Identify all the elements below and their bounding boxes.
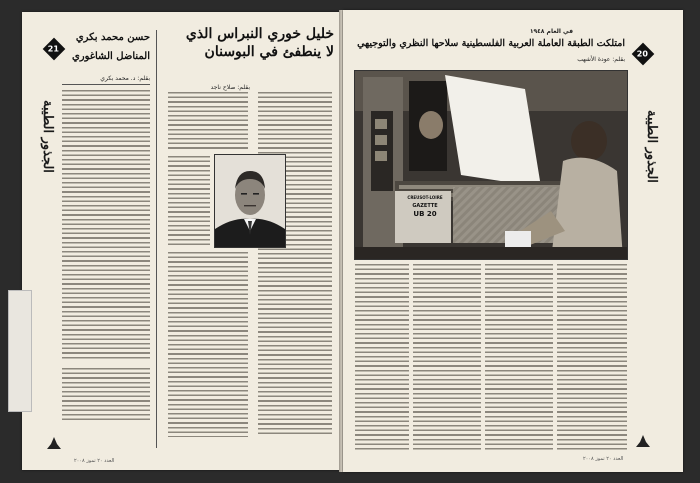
section-title-vertical: الجذور الطيبة: [644, 110, 659, 183]
left-page: [22, 12, 340, 470]
emblem-icon: [46, 436, 62, 450]
right-page: [343, 10, 683, 472]
emblem-icon: [635, 434, 651, 448]
portrait-illustration: [215, 155, 285, 247]
profile-byline: بقلم: د. محمد بكري: [100, 75, 150, 82]
article-column-2: [413, 264, 481, 452]
article-column-4: [557, 264, 627, 452]
article-column-2-bottom: [168, 252, 248, 437]
page-footer: العدد ٢٠ تموز ٢٠٠٨: [583, 456, 624, 462]
machine-label: CREUSOT-LOIRE GAZETTE UB 20: [407, 195, 443, 218]
divider: [62, 84, 150, 85]
article-column-3: [485, 264, 553, 452]
article-column-2-mid: [168, 156, 210, 246]
profile-text-column: [62, 90, 150, 360]
page-number-badge: 20: [632, 43, 655, 66]
article-photo: [354, 70, 628, 260]
article-column-2-top: [168, 92, 248, 152]
article-headline: امتلكت الطبقة العاملة العربية الفلسطينية سلاحها النظري والتوجيهي: [357, 38, 625, 49]
article-headline: خليل خوري النبراس الذي لا ينطفئ في البوسنان: [185, 26, 334, 60]
page-number-badge: 21: [43, 38, 66, 61]
profile-name: حسن محمد بكري المناضل الشاغوري: [71, 32, 150, 62]
printing-press-illustration: [355, 71, 627, 259]
article-column-1: [258, 92, 332, 437]
article-byline: بقلم: صلاح ناجد: [210, 84, 250, 91]
page-footer: العدد ٢٠ تموز ٢٠٠٨: [74, 458, 115, 464]
kicker: في العام ١٩٤٨: [529, 28, 573, 35]
section-title-vertical: الجذور الطيبة: [40, 100, 55, 173]
portrait-photo: [214, 154, 286, 248]
paper-clip-tab: [8, 290, 32, 412]
column-rule: [156, 30, 157, 448]
article-column-1: [355, 264, 409, 452]
profile-text-column-end: [62, 368, 150, 420]
article-byline: بقلم: عودة الأشهب: [577, 56, 625, 63]
